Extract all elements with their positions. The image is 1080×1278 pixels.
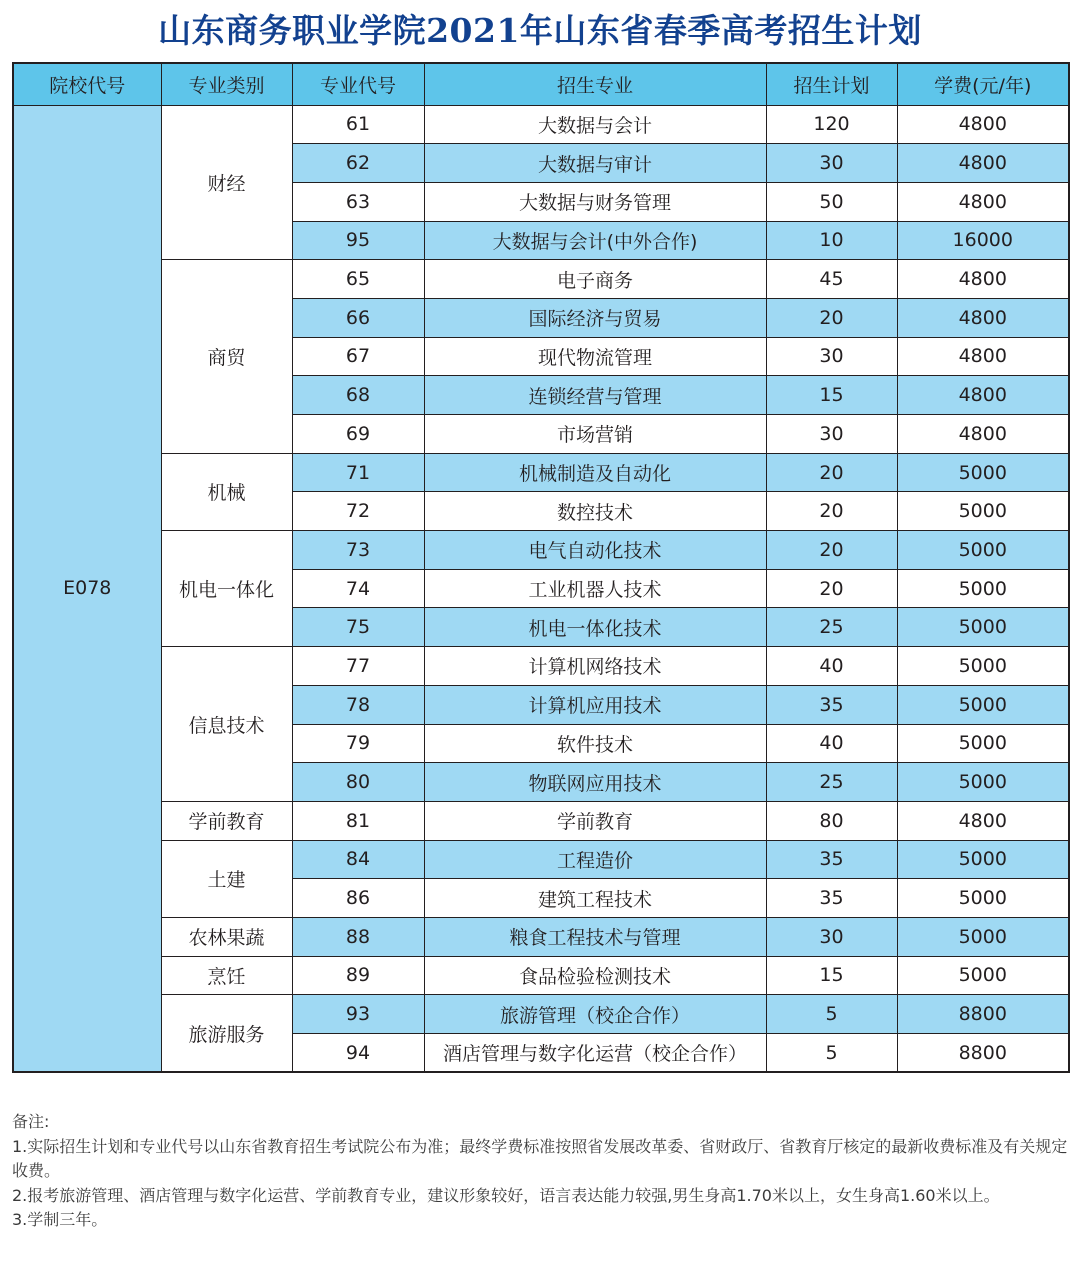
category-cell: 土建 [161,840,292,917]
major-code-cell: 73 [292,531,424,570]
tuition-fee-cell: 8800 [897,1034,1069,1073]
major-name-cell: 计算机应用技术 [424,685,766,724]
enrollment-plan-table [12,62,1070,1073]
major-code-cell: 81 [292,801,424,840]
plan-count-cell: 35 [766,685,897,724]
plan-count-cell: 10 [766,221,897,260]
major-code-cell: 61 [292,105,424,144]
tuition-fee-cell: 4800 [897,182,1069,221]
major-name-cell: 物联网应用技术 [424,763,766,802]
major-code-cell: 71 [292,453,424,492]
plan-count-cell: 20 [766,492,897,531]
category-cell: 学前教育 [161,801,292,840]
major-name-cell: 大数据与会计(中外合作) [424,221,766,260]
table-header-row [13,63,1069,105]
tuition-fee-cell: 4800 [897,144,1069,183]
tuition-fee-cell: 5000 [897,724,1069,763]
major-code-cell: 78 [292,685,424,724]
major-name-cell: 粮食工程技术与管理 [424,917,766,956]
header-category: 专业类别 [161,63,292,105]
plan-count-cell: 20 [766,569,897,608]
tuition-fee-cell: 4800 [897,337,1069,376]
major-name-cell: 国际经济与贸易 [424,298,766,337]
category-cell: 财经 [161,105,292,260]
table-row [13,105,1069,144]
major-name-cell: 计算机网络技术 [424,647,766,686]
tuition-fee-cell: 5000 [897,917,1069,956]
table-body [13,105,1069,1072]
tuition-fee-cell: 4800 [897,376,1069,415]
plan-count-cell: 30 [766,415,897,454]
major-code-cell: 88 [292,917,424,956]
major-code-cell: 79 [292,724,424,763]
major-name-cell: 现代物流管理 [424,337,766,376]
plan-count-cell: 25 [766,608,897,647]
table-row [13,956,1069,995]
tuition-fee-cell: 4800 [897,415,1069,454]
plan-count-cell: 15 [766,376,897,415]
notes-heading: 备注: [12,1112,50,1131]
header-fee: 学费(元/年) [897,63,1069,105]
major-name-cell: 电气自动化技术 [424,531,766,570]
major-name-cell: 酒店管理与数字化运营（校企合作） [424,1034,766,1073]
major-code-cell: 77 [292,647,424,686]
major-code-cell: 75 [292,608,424,647]
category-cell: 机械 [161,453,292,530]
header-major: 招生专业 [424,63,766,105]
major-code-cell: 89 [292,956,424,995]
header-school-code: 院校代号 [13,63,161,105]
major-name-cell: 工程造价 [424,840,766,879]
major-name-cell: 旅游管理（校企合作） [424,995,766,1034]
tuition-fee-cell: 5000 [897,956,1069,995]
header-major-code: 专业代号 [292,63,424,105]
major-name-cell: 食品检验检测技术 [424,956,766,995]
major-code-cell: 74 [292,569,424,608]
major-code-cell: 65 [292,260,424,299]
major-name-cell: 建筑工程技术 [424,879,766,918]
plan-count-cell: 120 [766,105,897,144]
tuition-fee-cell: 5000 [897,569,1069,608]
major-code-cell: 84 [292,840,424,879]
major-name-cell: 机电一体化技术 [424,608,766,647]
plan-count-cell: 80 [766,801,897,840]
tuition-fee-cell: 4800 [897,260,1069,299]
major-code-cell: 95 [292,221,424,260]
major-code-cell: 93 [292,995,424,1034]
major-name-cell: 大数据与财务管理 [424,182,766,221]
plan-count-cell: 30 [766,917,897,956]
major-name-cell: 数控技术 [424,492,766,531]
tuition-fee-cell: 5000 [897,608,1069,647]
major-name-cell: 机械制造及自动化 [424,453,766,492]
plan-count-cell: 5 [766,995,897,1034]
tuition-fee-cell: 16000 [897,221,1069,260]
tuition-fee-cell: 5000 [897,492,1069,531]
category-cell: 烹饪 [161,956,292,995]
page-title: 山东商务职业学院2021年山东省春季高考招生计划 [158,11,922,50]
tuition-fee-cell: 5000 [897,763,1069,802]
table-row [13,801,1069,840]
category-cell: 信息技术 [161,647,292,802]
tuition-fee-cell: 5000 [897,685,1069,724]
plan-count-cell: 40 [766,724,897,763]
plan-count-cell: 20 [766,453,897,492]
plan-count-cell: 45 [766,260,897,299]
major-name-cell: 工业机器人技术 [424,569,766,608]
note-item: 2.报考旅游管理、酒店管理与数字化运营、学前教育专业，建议形象较好，语言表达能力较强,男生身高1.70米以上，女生身高1.60米以上。 [12,1185,1000,1205]
category-cell: 机电一体化 [161,531,292,647]
major-name-cell: 大数据与审计 [424,144,766,183]
major-code-cell: 80 [292,763,424,802]
table-row [13,840,1069,879]
category-cell: 农林果蔬 [161,917,292,956]
major-code-cell: 62 [292,144,424,183]
plan-count-cell: 15 [766,956,897,995]
major-name-cell: 连锁经营与管理 [424,376,766,415]
major-name-cell: 学前教育 [424,801,766,840]
school-code-cell: E078 [13,105,161,1072]
table-row [13,453,1069,492]
major-code-cell: 94 [292,1034,424,1073]
tuition-fee-cell: 5000 [897,453,1069,492]
major-name-cell: 软件技术 [424,724,766,763]
major-code-cell: 63 [292,182,424,221]
category-cell: 旅游服务 [161,995,292,1072]
major-code-cell: 72 [292,492,424,531]
table-row [13,260,1069,299]
tuition-fee-cell: 4800 [897,298,1069,337]
note-item: 3.学制三年。 [12,1210,108,1229]
major-name-cell: 大数据与会计 [424,105,766,144]
plan-count-cell: 35 [766,840,897,879]
table-row [13,647,1069,686]
plan-count-cell: 40 [766,647,897,686]
header-plan: 招生计划 [766,63,897,105]
major-name-cell: 电子商务 [424,260,766,299]
note-item: 1.实际招生计划和专业代号以山东省教育招生考试院公布为准；最终学费标准按照省发展改革委、省财政厅、省教育厅核定的最新收费标准及有关规定收费。 [12,1136,1068,1180]
plan-count-cell: 35 [766,879,897,918]
plan-count-cell: 50 [766,182,897,221]
tuition-fee-cell: 5000 [897,840,1069,879]
tuition-fee-cell: 5000 [897,879,1069,918]
plan-count-cell: 25 [766,763,897,802]
notes [12,1110,1072,1233]
plan-count-cell: 20 [766,531,897,570]
major-code-cell: 67 [292,337,424,376]
major-code-cell: 69 [292,415,424,454]
plan-count-cell: 30 [766,337,897,376]
table-row [13,917,1069,956]
table-row [13,531,1069,570]
tuition-fee-cell: 5000 [897,531,1069,570]
tuition-fee-cell: 4800 [897,105,1069,144]
major-name-cell: 市场营销 [424,415,766,454]
major-code-cell: 66 [292,298,424,337]
plan-count-cell: 20 [766,298,897,337]
plan-count-cell: 30 [766,144,897,183]
major-code-cell: 86 [292,879,424,918]
tuition-fee-cell: 8800 [897,995,1069,1034]
category-cell: 商贸 [161,260,292,453]
plan-count-cell: 5 [766,1034,897,1073]
table-row [13,995,1069,1034]
tuition-fee-cell: 5000 [897,647,1069,686]
major-code-cell: 68 [292,376,424,415]
tuition-fee-cell: 4800 [897,801,1069,840]
